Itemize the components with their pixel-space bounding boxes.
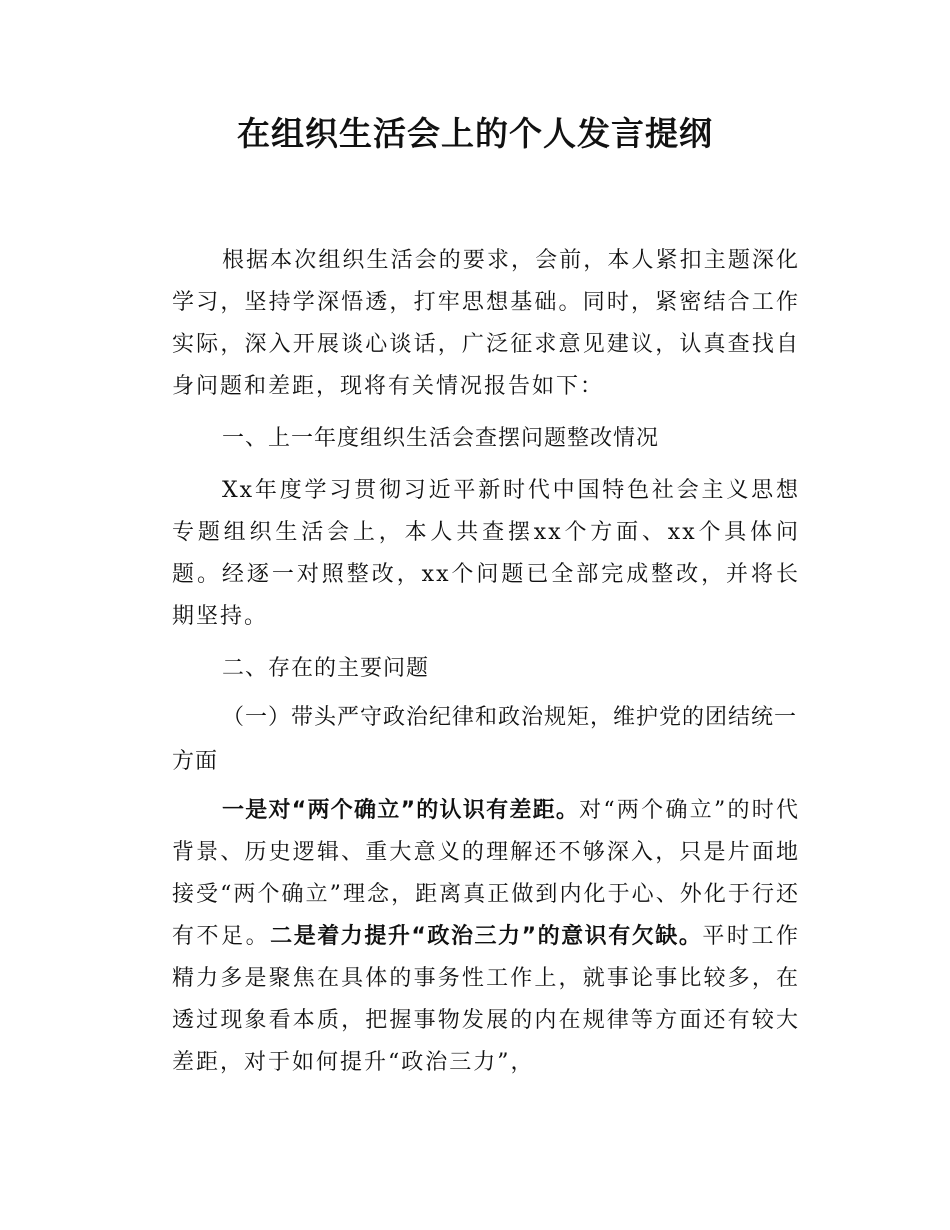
section-1-heading: 一、上一年度组织生活会查摆问题整改情况 [222, 426, 660, 451]
problems-paragraph [172, 790, 800, 1084]
section-2-heading: 二、存在的主要问题 [222, 656, 430, 681]
section-2-subheading: （一）带头严守政治纪律和政治规矩，维护党的团结统一方面 [172, 705, 798, 774]
point-1-title: 一是对“两个确立”的认识有差距。 [222, 798, 580, 823]
point-1-text: 对“两个确立”的时代背景、历史逻辑、重大意义的理解还不够深入，只是片面地接受“两个确立”理念，距离真正做到内化于心、外化于行还有不足。 [172, 798, 801, 949]
intro-paragraph: 根据本次组织生活会的要求，会前，本人紧扣主题深化学习，坚持学深悟透，打牢思想基础。同时，紧密结合工作实际，深入开展谈心谈话，广泛征求意见建议，认真查找自身问题和差距，现将有关情况报告如下： [172, 248, 800, 399]
document-body [172, 240, 800, 1084]
section-1-paragraph: Xx年度学习贯彻习近平新时代中国特色社会主义思想专题组织生活会上，本人共查摆xx个方面、xx个具体问题。经逐一对照整改，xx个问题已全部完成整改，并将长期坚持。 [172, 478, 800, 629]
point-2-title: 二是着力提升“政治三力”的意识有欠缺。 [270, 924, 703, 949]
point-2-text: 平时工作精力多是聚焦在具体的事务性工作上，就事论事比较多，在透过现象看本质，把握事物发展的内在规律等方面还有较大差距，对于如何提升“政治三力”， [172, 924, 800, 1075]
document-title: 在组织生活会上的个人发言提纲 [237, 114, 713, 153]
